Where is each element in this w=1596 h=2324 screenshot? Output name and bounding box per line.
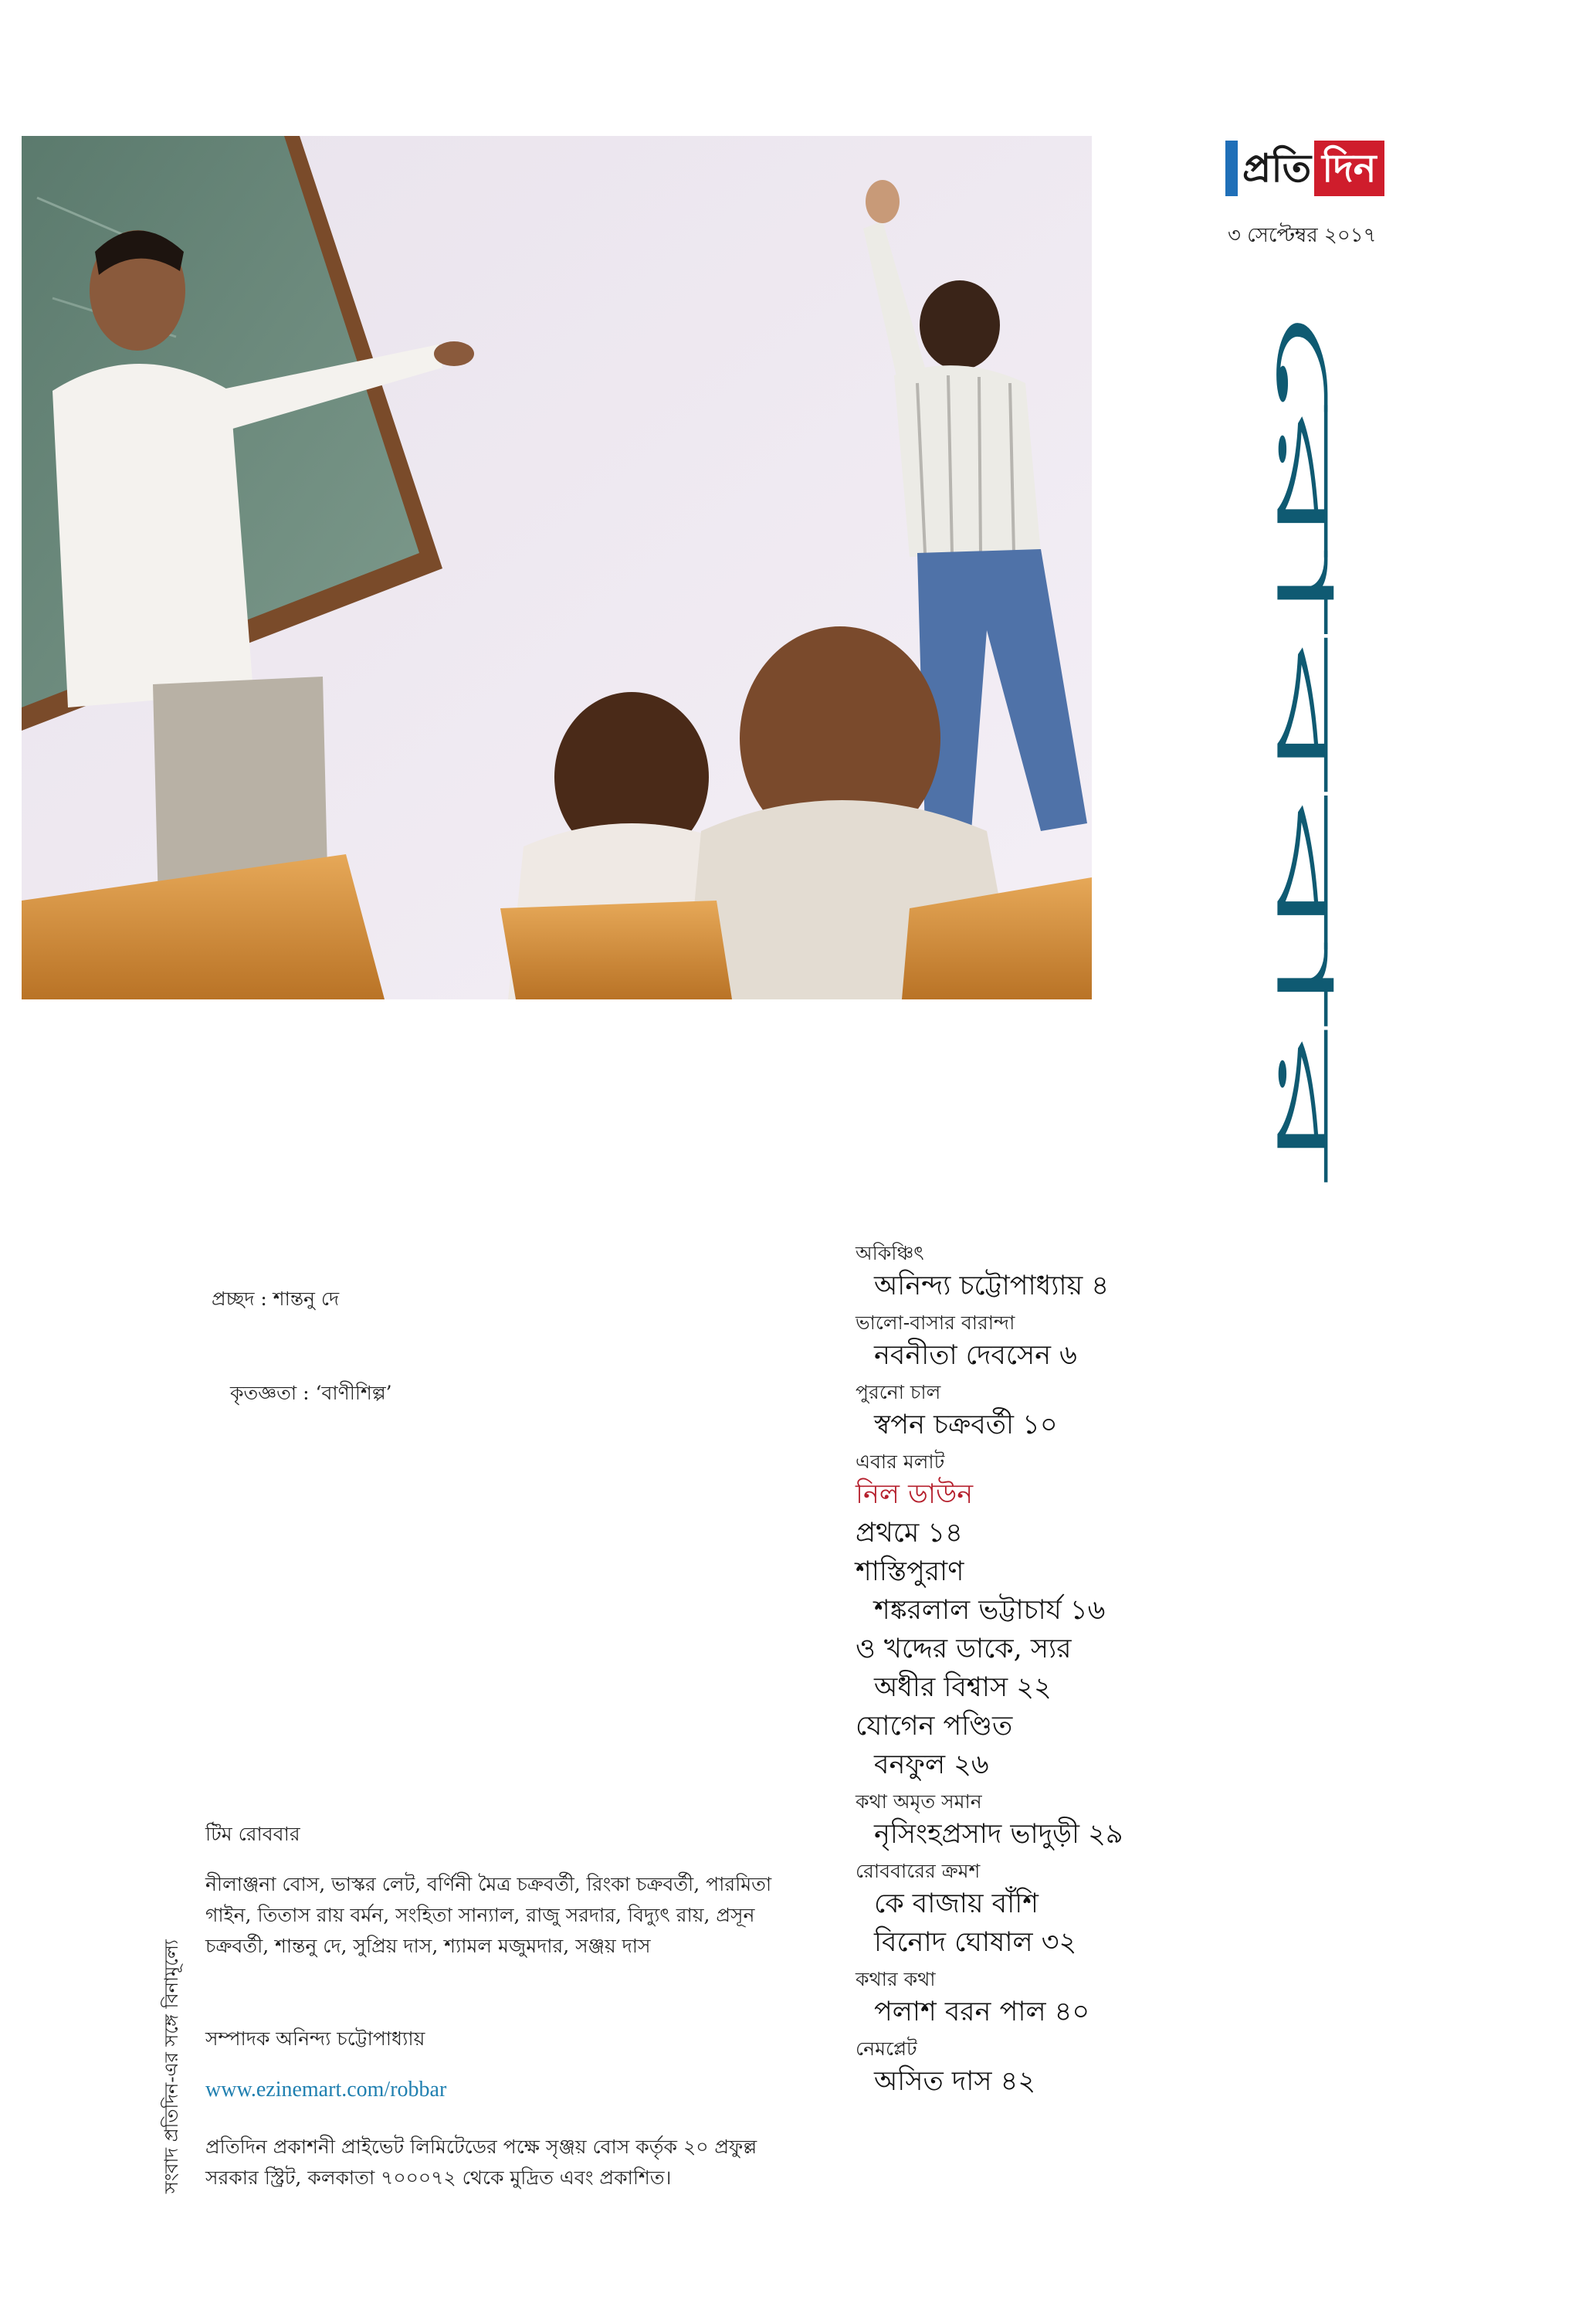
toc-entry[interactable]: শঙ্করলাল ভট্টাচার্য ১৬ [874, 1595, 1106, 1626]
classroom-illustration [22, 136, 1092, 999]
website-link[interactable]: www.ezinemart.com/robbar [205, 2078, 447, 2102]
toc-entry[interactable]: যোগেন পণ্ডিত [856, 1711, 1013, 1742]
toc-section-label: কথার কথা [856, 1968, 936, 1990]
toc-entry[interactable]: কে বাজায় বাঁশি [874, 1888, 1039, 1919]
editor-line: সম্পাদক অনিন্দ্য চট্টোপাধ্যায় [205, 2027, 425, 2050]
masthead-title: রোববার [1259, 301, 1350, 561]
toc-entry[interactable]: বনফুল ২৬ [874, 1749, 989, 1780]
toc-group [856, 1240, 1396, 1305]
toc-group [856, 1310, 1396, 1375]
logo-strip [1225, 141, 1238, 196]
toc-entry[interactable]: নবনীতা দেবসেন ৬ [874, 1340, 1077, 1371]
toc-section-label: নেমপ্লেট [856, 2037, 917, 2060]
newspaper-logo [1225, 141, 1384, 196]
toc-entry[interactable]: অনিন্দ্য চট্টোপাধ্যায় ৪ [874, 1271, 1110, 1301]
cover-credit: প্রচ্ছদ : শান্তনু দে [212, 1288, 340, 1310]
toc-section-label: ভালো-বাসার বারান্দা [856, 1311, 1015, 1334]
toc-entry[interactable]: প্রথমে ১৪ [856, 1518, 963, 1549]
toc-group [856, 1966, 1396, 2031]
team-names: নীলাঞ্জনা বোস, ভাস্কর লেট, বর্ণিনী মৈত্র চক্রবর্তী, রিংকা চক্রবর্তী, পারমিতা গাইন, তিতাস রায় বর্মন, সংহিতা সান্যাল, রাজু সরদার, বিদ্যুৎ রায়, প্রসূন চক্রবর্তী, শান্তনু দে, সুপ্রিয় দাস, শ্যামল মজুমদার, সঞ্জয় দাস [205, 1873, 772, 1957]
toc-section-label: কথা অমৃত সমান [856, 1790, 982, 1813]
toc-entry[interactable]: স্বপন চক্রবর্তী ১০ [874, 1410, 1058, 1440]
toc-group [856, 1449, 1396, 1784]
publisher-imprint: প্রতিদিন প্রকাশনী প্রাইভেট লিমিটেডের পক্ষে সৃঞ্জয় বোস কর্তৃক ২০ প্রফুল্ল সরকার স্ট্রিট, কলকাতা ৭০০০৭২ থেকে মুদ্রিত এবং প্রকাশিত। [205, 2136, 757, 2189]
cover-photo [22, 136, 1092, 999]
toc-section-label: এবার মলাট [856, 1450, 945, 1473]
issue-date: ৩ সেপ্টেম্বর ২০১৭ [1228, 224, 1377, 247]
toc-entry[interactable]: অসিত দাস ৪২ [874, 2066, 1036, 2097]
logo-prefix: প্রতি [1242, 145, 1312, 191]
toc-entry[interactable]: নৃসিংহপ্রসাদ ভাদুড়ী ২৯ [874, 1819, 1123, 1850]
masthead-svg [1181, 293, 1506, 1205]
toc-section-label: রোববারের ক্রমশ [856, 1860, 981, 1882]
masthead [1181, 293, 1506, 1208]
toc-section-label: অকিঞ্চিৎ [856, 1242, 924, 1264]
toc-group [856, 1379, 1396, 1444]
toc-entry[interactable]: বিনোদ ঘোষাল ৩২ [874, 1927, 1077, 1958]
toc-group [856, 1858, 1396, 1962]
toc-entry[interactable]: অধীর বিশ্বাস ২২ [874, 1672, 1052, 1703]
toc-section-label: পুরনো চাল [856, 1381, 941, 1403]
toc-group [856, 1789, 1396, 1854]
acknowledgement: কৃতজ্ঞতা : ‘বাণীশিল্প’ [230, 1382, 392, 1404]
logo-suffix: দিন [1314, 141, 1384, 196]
table-of-contents [856, 1236, 1396, 2101]
free-supplement-note: সংবাদ প্রতিদিন-এর সঙ্গে বিনামূল্যে [161, 1939, 182, 2193]
toc-entry[interactable]: শাস্তিপুরাণ [856, 1556, 964, 1587]
toc-entry[interactable]: ও খদ্দের ডাকে, স্যর [856, 1634, 1072, 1664]
toc-group [856, 2036, 1396, 2101]
toc-entry[interactable]: পলাশ বরন পাল ৪০ [874, 1997, 1090, 2027]
team-title: টিম রোববার [205, 1823, 300, 1845]
cover-story-title[interactable]: নিল ডাউন [856, 1479, 974, 1510]
